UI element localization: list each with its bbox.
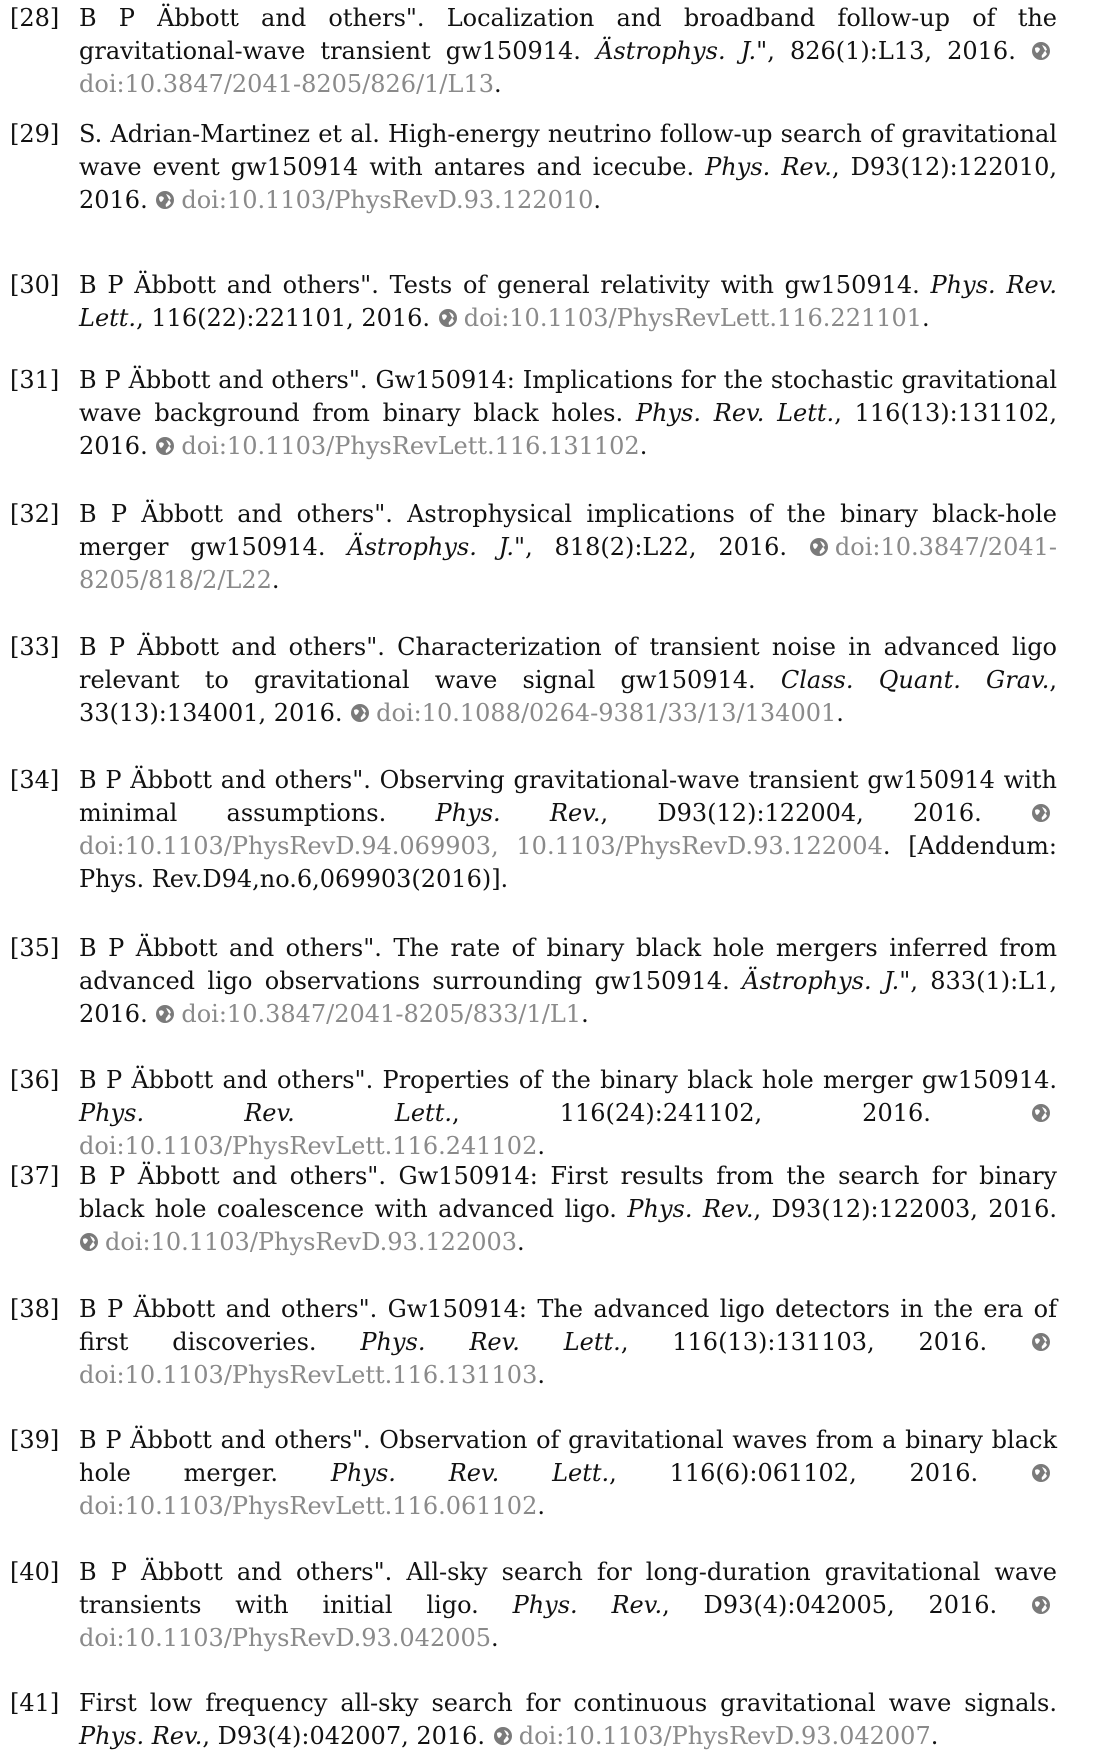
reference-journal: Phys. Rev. Lett. (330, 1459, 610, 1487)
reference-citation: B P Äbbott and others". Observation of gravitational waves from a binary black hole merger. (79, 1426, 1057, 1487)
reference-journal: Phys. Rev. Lett. (635, 399, 835, 427)
reference-journal: Ästrophys. J." (596, 37, 768, 65)
reference-tail: . (491, 1624, 499, 1652)
doi-text: doi:10.1103/PhysRevD.94.069903, 10.1103/PhysRevD.93.122004 (79, 832, 883, 860)
reference-text (79, 1293, 1057, 1392)
reference-journal: Phys. Rev. (435, 799, 601, 827)
reference-citation: B P Äbbott and others". All-sky search for long-duration gravitational wave transients with initial ligo. (79, 1558, 1057, 1619)
globe-icon (1031, 1463, 1051, 1483)
reference-number: [34] (10, 766, 60, 794)
reference-citation: B P Äbbott and others". Properties of the binary black hole merger gw150914. (79, 1066, 1057, 1094)
reference-tail: . (581, 1000, 589, 1028)
reference-journal: Phys. Rev. Lett. (79, 271, 1057, 332)
doi-text: doi:10.1103/PhysRevLett.116.221101 (463, 304, 923, 332)
reference-volume: , 116(6):061102, 2016. (609, 1459, 979, 1487)
doi-text: doi:10.1103/PhysRevD.93.122010 (181, 186, 594, 214)
reference-number: [41] (10, 1689, 60, 1717)
reference-tail: . (517, 1228, 525, 1256)
reference-tail: . (836, 699, 844, 727)
reference-volume: , 116(13):131103, 2016. (620, 1328, 988, 1356)
reference-text (79, 364, 1057, 463)
reference-tail: . (922, 304, 930, 332)
reference-tail: . (593, 186, 602, 214)
reference-text (79, 2, 1057, 101)
globe-icon (155, 436, 175, 456)
reference-number: [37] (10, 1162, 60, 1190)
globe-icon (1031, 1103, 1051, 1123)
reference-number: [30] (10, 271, 60, 299)
reference-number: [36] (10, 1066, 60, 1094)
globe-icon (1031, 41, 1051, 61)
reference-text (79, 1556, 1057, 1655)
reference-journal: Phys. Rev. (627, 1195, 754, 1223)
reference-volume: , 818(2):L22, 2016. (525, 533, 788, 561)
doi-text: doi:10.1103/PhysRevLett.116.131103 (79, 1361, 538, 1389)
reference-volume: , D93(12):122003, 2016. (753, 1195, 1057, 1223)
globe-icon (438, 308, 458, 328)
reference-volume: , D93(12):122010, 2016. (79, 153, 1057, 214)
doi-text: doi:10.1103/PhysRevD.93.042005 (79, 1624, 492, 1652)
reference-volume: , 833(1):L1, 2016. (79, 967, 1057, 1028)
reference-volume: , D93(4):042005, 2016. (662, 1591, 998, 1619)
reference-number: [31] (10, 366, 60, 394)
reference-citation: S. Adrian-Martinez et al. High-energy neutrino follow-up search of gravitational wave event gw150914 with antares and icecube. (79, 120, 1057, 181)
reference-citation: B P Äbbott and others". Observing gravitational-wave transient gw150914 with minimal assumptions. (79, 766, 1057, 827)
doi-text: doi:10.1088/0264-9381/33/13/134001 (376, 699, 837, 727)
reference-citation: B P Äbbott and others". Astrophysical implications of the binary black-hole merger gw150914. (79, 500, 1057, 561)
reference-volume: , 116(24):241102, 2016. (451, 1099, 931, 1127)
doi-text: doi:10.1103/PhysRevLett.116.061102 (79, 1492, 538, 1520)
doi-link[interactable] (79, 1228, 517, 1256)
reference-text (79, 498, 1057, 597)
reference-text (79, 1160, 1057, 1259)
reference-tail: . [Addendum: Phys. Rev.D94,no.6,069903(2016)]. (79, 832, 1057, 893)
reference-journal: Class. Quant. Grav. (780, 666, 1050, 694)
reference-tail: . (537, 1361, 545, 1389)
reference-number: [35] (10, 934, 60, 962)
doi-text: doi:10.3847/2041-8205/833/1/L1 (181, 1000, 582, 1028)
reference-number: [29] (10, 120, 60, 148)
reference-journal: Ästrophys. J." (742, 967, 911, 995)
reference-volume: , 116(13):131102, 2016. (79, 399, 1057, 460)
globe-icon (809, 537, 829, 557)
globe-icon (79, 1232, 99, 1252)
reference-citation: B P Äbbott and others". The rate of binary black hole mergers inferred from advanced ligo observations surrounding gw150914. (79, 934, 1057, 995)
reference-citation: B P Äbbott and others". Gw150914: First results from the search for binary black hole coalescence with advanced ligo. (79, 1162, 1057, 1223)
reference-text (79, 631, 1057, 730)
reference-text (79, 1687, 1057, 1753)
doi-text: doi:10.3847/2041-8205/826/1/L13 (79, 70, 494, 98)
reference-journal: Phys. Rev. (705, 153, 832, 181)
reference-tail: . (930, 1722, 939, 1750)
reference-text (79, 1424, 1057, 1523)
reference-tail: . (493, 70, 502, 98)
doi-text: doi:10.1103/PhysRevLett.116.131102 (181, 432, 640, 460)
globe-icon (350, 703, 370, 723)
doi-link[interactable] (155, 432, 639, 460)
reference-volume: , 116(22):221101, 2016. (136, 304, 431, 332)
doi-text: doi:10.1103/PhysRevD.93.042007 (518, 1722, 931, 1750)
reference-journal: Ästrophys. J." (347, 533, 526, 561)
doi-link[interactable] (155, 1000, 581, 1028)
reference-text (79, 1064, 1057, 1163)
doi-link[interactable] (438, 304, 922, 332)
doi-link[interactable] (155, 186, 593, 214)
reference-journal: Phys. Rev. Lett. (79, 1099, 452, 1127)
reference-journal: Phys. Rev. (79, 1722, 203, 1750)
doi-link[interactable] (350, 699, 836, 727)
reference-text (79, 118, 1057, 217)
reference-number: [39] (10, 1426, 60, 1454)
reference-tail: . (271, 566, 280, 594)
doi-text: doi:10.1103/PhysRevD.93.122003 (105, 1228, 518, 1256)
reference-text (79, 269, 1057, 335)
reference-citation: B P Äbbott and others". Tests of general relativity with gw150914. (79, 271, 920, 299)
reference-citation: B P Äbbott and others". Localization and broadband follow-up of the gravitational-wave transient gw150914. (79, 4, 1057, 65)
reference-number: [33] (10, 633, 60, 661)
reference-number: [38] (10, 1295, 60, 1323)
reference-number: [40] (10, 1558, 60, 1586)
reference-volume: , 826(1):L13, 2016. (767, 37, 1016, 65)
reference-tail: . (537, 1132, 545, 1160)
reference-citation: B P Äbbott and others". Gw150914: Implications for the stochastic gravitational wave background from binary black holes. (79, 366, 1057, 427)
globe-icon (1031, 1332, 1051, 1352)
reference-citation: B P Äbbott and others". Gw150914: The advanced ligo detectors in the era of first discoveries. (79, 1295, 1057, 1356)
reference-number: [32] (10, 500, 60, 528)
reference-journal: Phys. Rev. (512, 1591, 663, 1619)
reference-volume: , 33(13):134001, 2016. (79, 666, 1057, 727)
globe-icon (1031, 1595, 1051, 1615)
doi-text: doi:10.3847/2041-8205/818/2/L22 (79, 533, 1057, 594)
reference-tail: . (639, 432, 648, 460)
reference-citation: B P Äbbott and others". Characterization of transient noise in advanced ligo relevant to gravitational wave signal gw150914. (79, 633, 1057, 694)
globe-icon (155, 190, 175, 210)
reference-text (79, 764, 1057, 896)
reference-text (79, 932, 1057, 1031)
reference-volume: , D93(4):042007, 2016. (202, 1722, 486, 1750)
globe-icon (1031, 803, 1051, 823)
globe-icon (493, 1726, 513, 1746)
reference-citation: First low frequency all-sky search for continuous gravitational wave signals. (79, 1689, 1057, 1717)
globe-icon (155, 1004, 175, 1024)
reference-number: [28] (10, 4, 60, 32)
reference-volume: , D93(12):122004, 2016. (600, 799, 982, 827)
doi-text: doi:10.1103/PhysRevLett.116.241102 (79, 1132, 538, 1160)
doi-link[interactable] (493, 1722, 931, 1750)
reference-tail: . (537, 1492, 545, 1520)
reference-journal: Phys. Rev. Lett. (360, 1328, 621, 1356)
